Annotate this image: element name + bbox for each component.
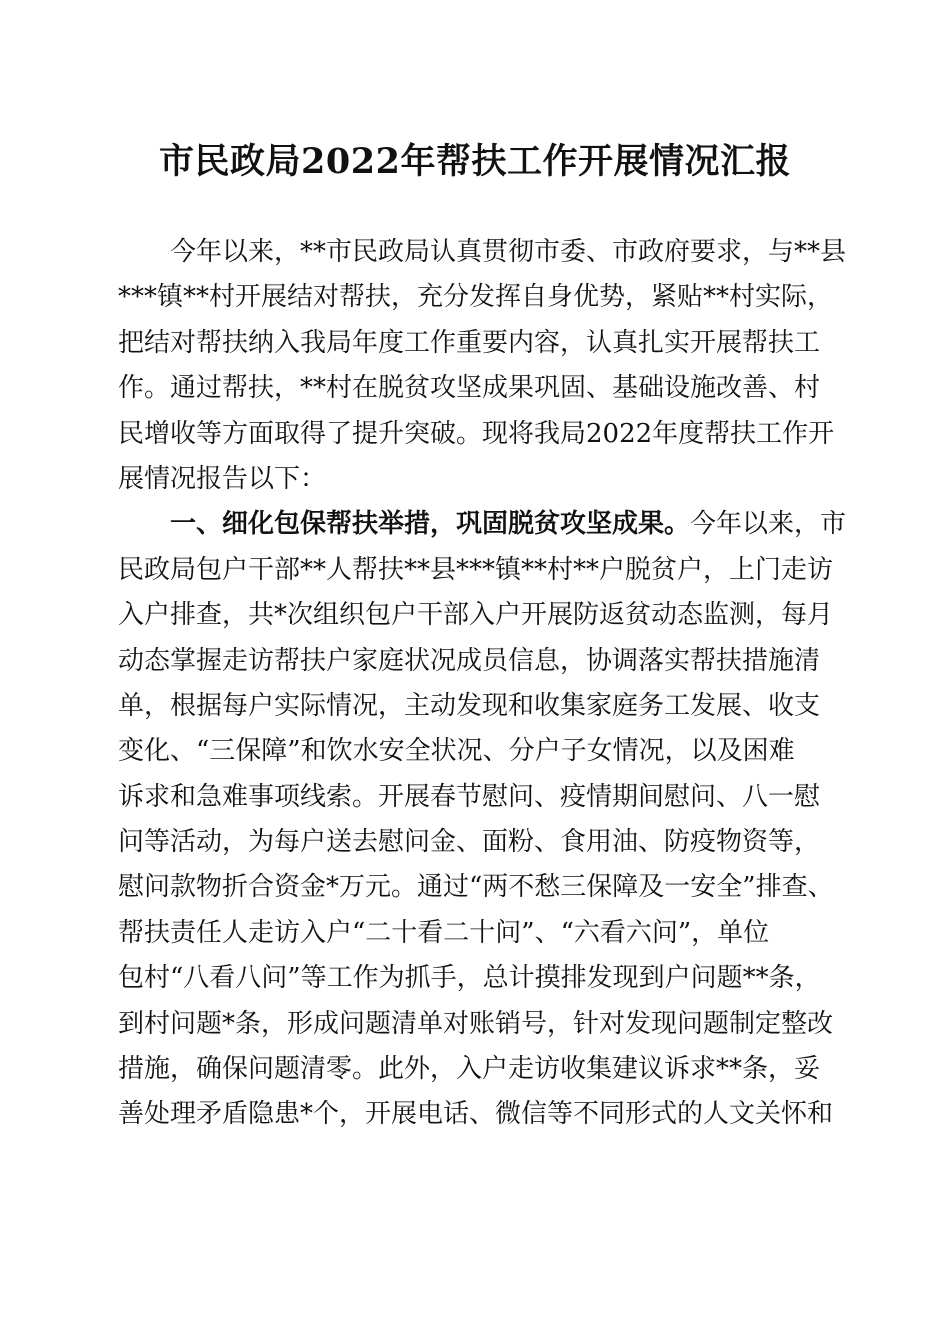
section1-line: 单，根据每户实际情况，主动发现和收集家庭务工发展、收支	[118, 690, 821, 721]
document-title: 市民政局2022年帮扶工作开展情况汇报	[159, 141, 791, 182]
section1-line: 慰问款物折合资金*万元。通过“两不愁三保障及一安全”排查、	[118, 872, 834, 903]
section1-line: 入户排查，共*次组织包户干部入户开展防返贫动态监测，每月	[118, 600, 834, 631]
intro-line-1: 今年以来，**市民政局认真贯彻市委、市政府要求，与**县	[170, 237, 847, 267]
section1-line: 问等活动，为每户送去慰问金、面粉、食用油、防疫物资等，	[118, 827, 821, 858]
section1-line: 措施，确保问题清零。此外，入户走访收集建议诉求**条，妥	[118, 1054, 821, 1085]
section1-line: 包村“八看八问”等工作为抓手，总计摸排发现到户问题**条，	[118, 963, 821, 994]
section1-line: 诉求和急难事项线索。开展春节慰问、疫情期间慰问、八一慰	[118, 781, 821, 812]
section1-line: 帮扶责任人走访入户“二十看二十问”、“六看六问”，单位	[118, 917, 770, 948]
section1-first-line	[118, 502, 847, 547]
section1-line: 动态掌握走访帮扶户家庭状况成员信息，协调落实帮扶措施清	[118, 645, 821, 676]
section1-heading: 一、细化包保帮扶举措，巩固脱贫攻坚成果。	[170, 509, 691, 540]
intro-line-2: ***镇**村开展结对帮扶，充分发挥自身优势，紧贴**村实际，	[118, 282, 834, 313]
section1-first-line-text: 今年以来，市	[690, 509, 847, 540]
document-body	[118, 230, 847, 1138]
intro-line-5: 民增收等方面取得了提升突破。现将我局2022年度帮扶工作开	[118, 418, 835, 449]
section1-line: 善处理矛盾隐患*个，开展电话、微信等不同形式的人文关怀和	[118, 1099, 834, 1130]
intro-line-6: 展情况报告以下：	[118, 463, 327, 494]
section1-line: 变化、“三保障”和饮水安全状况、分户子女情况，以及困难	[118, 736, 795, 767]
section1-line: 到村问题*条，形成问题清单对账销号，针对发现问题制定整改	[118, 1008, 834, 1039]
intro-line-3: 把结对帮扶纳入我局年度工作重要内容，认真扎实开展帮扶工	[118, 327, 821, 358]
section1-line: 民政局包户干部**人帮扶**县***镇**村**户脱贫户，上门走访	[118, 554, 834, 585]
intro-line-4: 作。通过帮扶，**村在脱贫攻坚成果巩固、基础设施改善、村	[118, 373, 821, 404]
